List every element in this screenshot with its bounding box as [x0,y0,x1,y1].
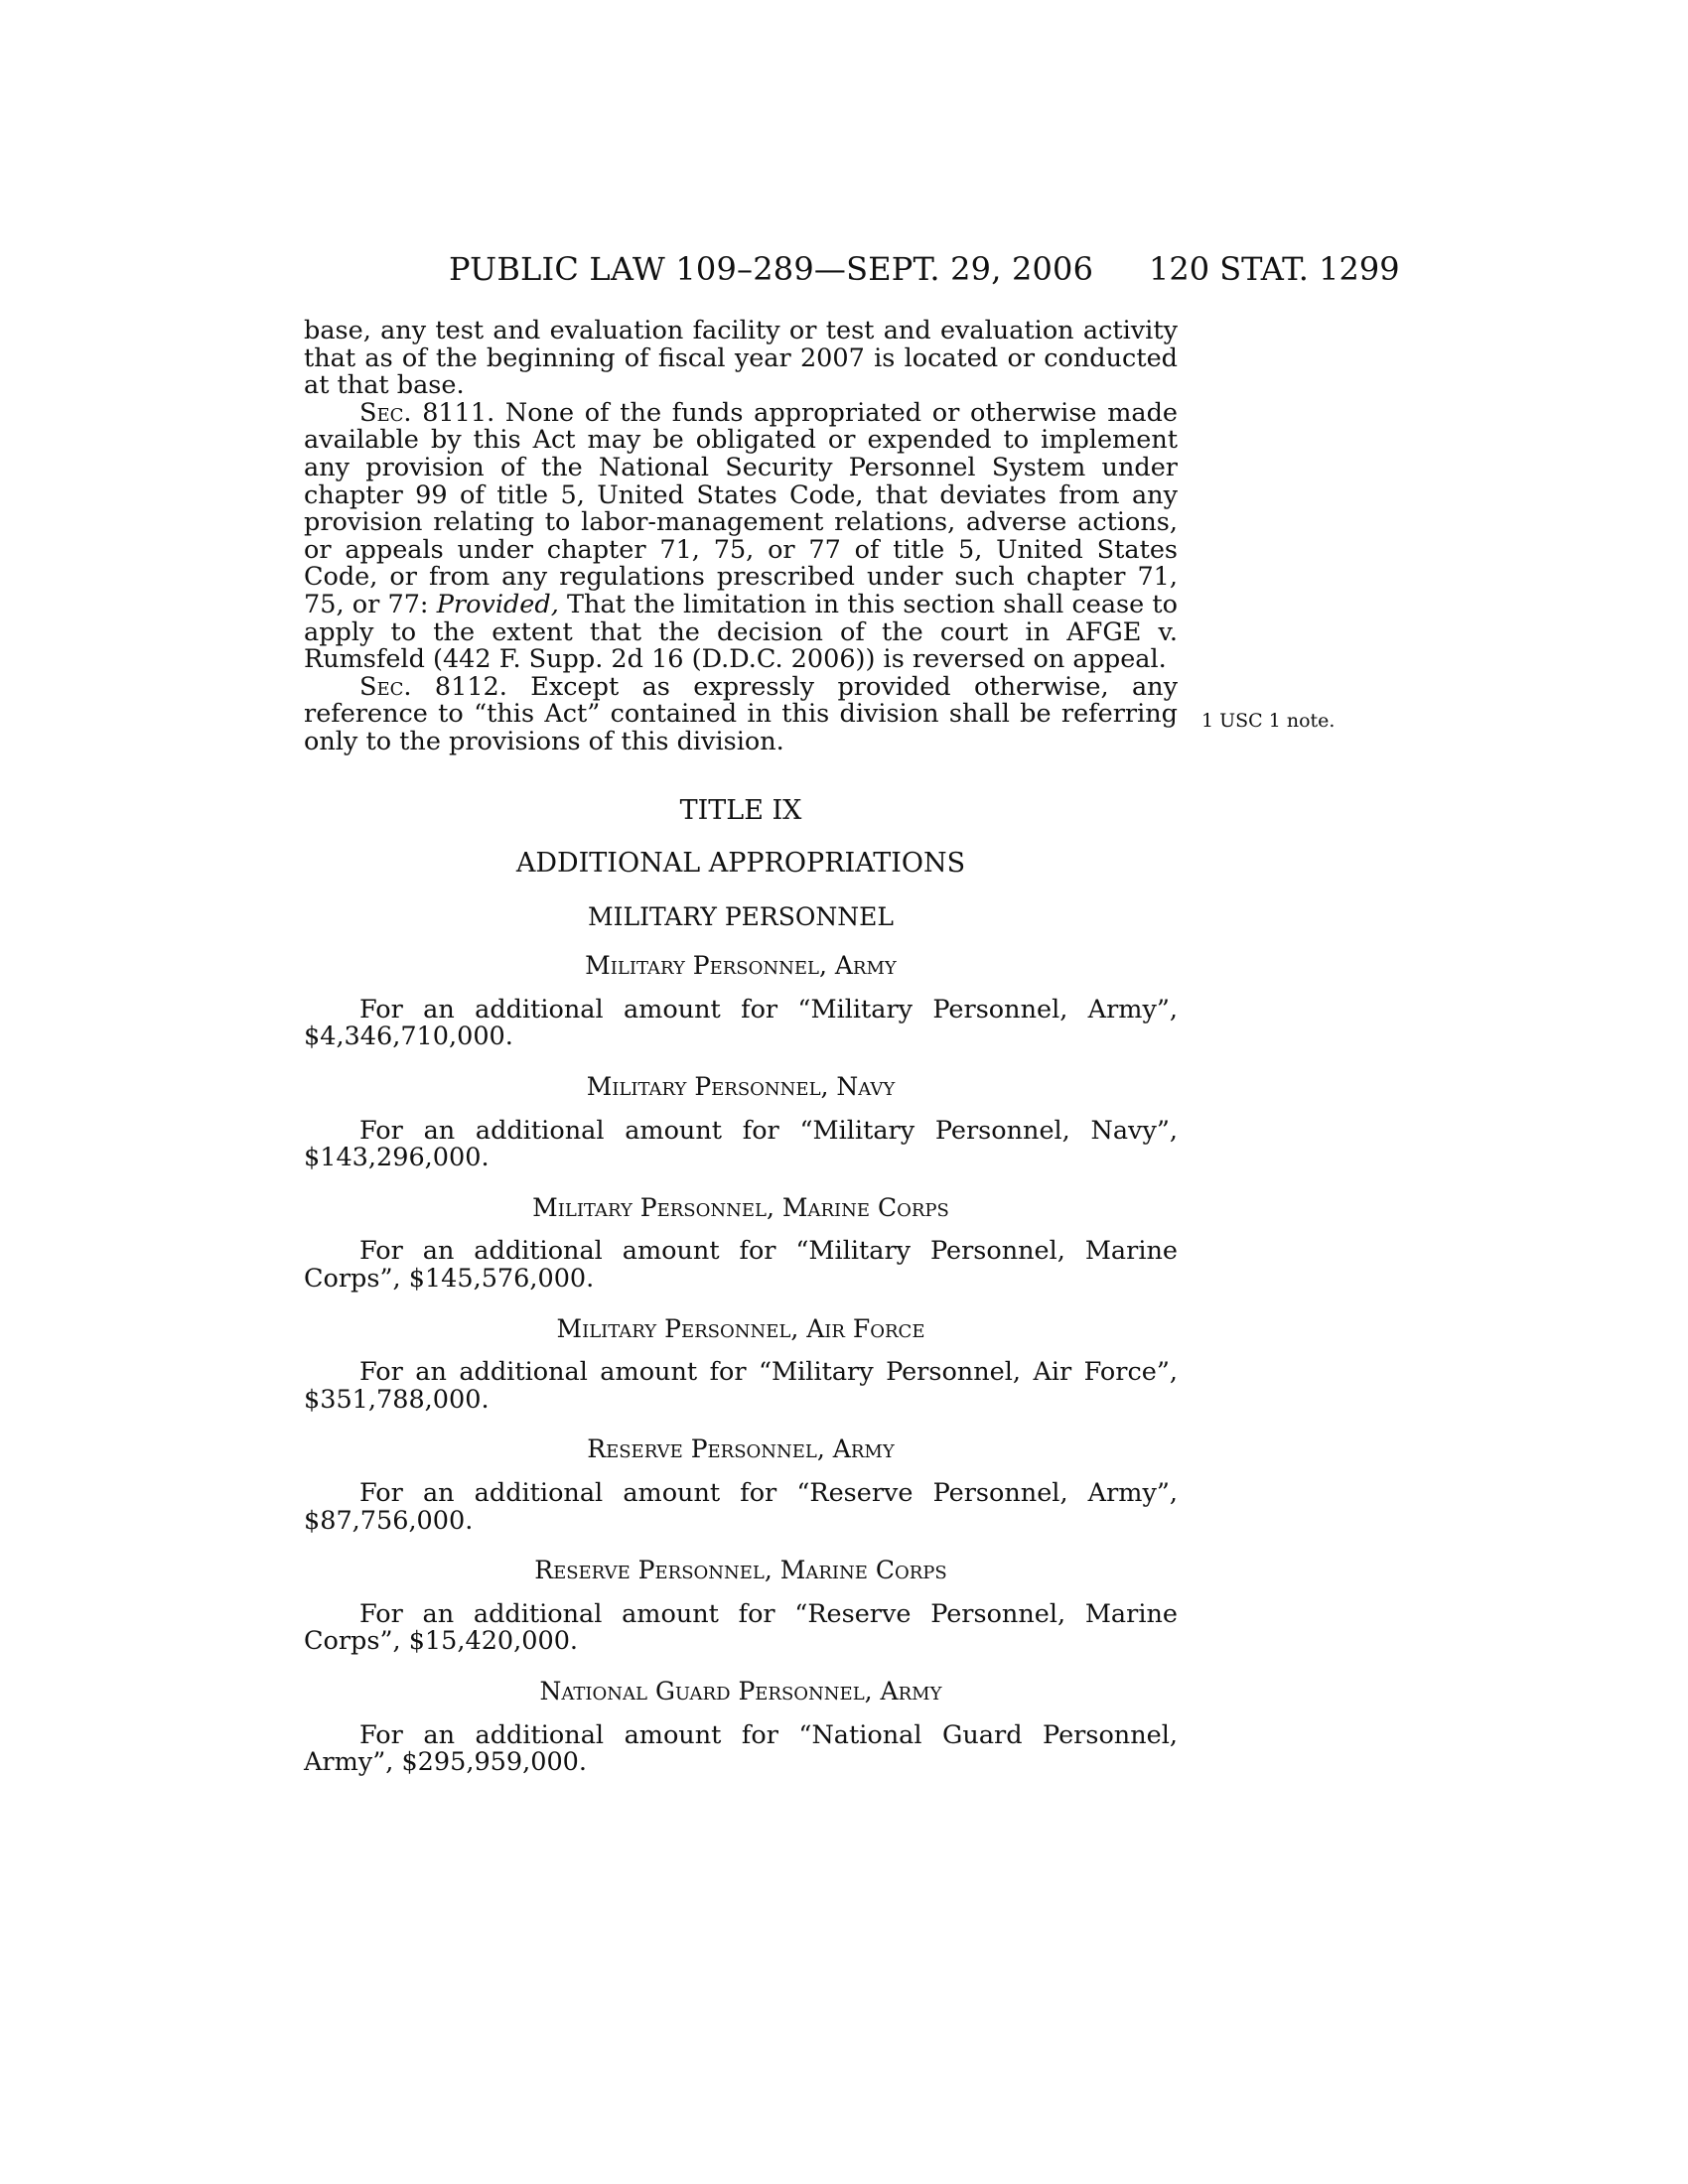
section-heading: Military Personnel, Air Force [556,1313,925,1343]
statute-page-number: 120 STAT. 1299 [1149,250,1400,288]
document-body [304,318,1178,1777]
margin-note: 1 USC 1 note. [1201,710,1336,732]
section-text: Except as expressly provided otherwise, any reference to “this Act” contained in this division shall be referring only to the provisions of this division. [304,671,1178,756]
continuation-paragraph: base, any test and evaluation facility or test and evaluation activity that as of the beginning of fiscal year 2007 is located or conducted at that base. [304,316,1178,401]
section-8112 [304,671,1178,756]
section-label: Sec. 8111. [359,397,495,428]
section-heading: Military Personnel, Marine Corps [532,1192,949,1222]
appropriation-paragraph: For an additional amount for “Reserve Personnel, Marine Corps”, $15,420,000. [304,1598,1178,1657]
category-heading: MILITARY PERSONNEL [588,901,894,931]
appropriation-paragraph: For an additional amount for “National Guard Personnel, Army”, $295,959,000. [304,1719,1178,1778]
appropriation-paragraph: For an additional amount for “Reserve Personnel, Army”, $87,756,000. [304,1478,1178,1536]
section-heading: Military Personnel, Army [585,951,897,981]
appropriation-paragraph: For an additional amount for “Military Personnel, Air Force”, $351,788,000. [304,1357,1178,1415]
appropriation-paragraph: For an additional amount for “Military Personnel, Army”, $4,346,710,000. [304,994,1178,1052]
section-text: None of the funds appropriated or otherwise made available by this Act may be obligated or expended to implement any provision of the National Security Personnel System under chapter 99 of title 5, United States Code, that deviates from any provision relating to labor-management relations, adverse actions, or appeals under chapter 71, 75, or 77 of title 5, United States Code, or from any regulations prescribed under such chapter 71, 75, or 77: [304,397,1179,619]
section-label: Sec. 8112. [359,671,507,702]
section-heading: Reserve Personnel, Army [587,1434,895,1464]
subtitle-heading: ADDITIONAL APPROPRIATIONS [515,848,966,880]
section-heading: Military Personnel, Navy [586,1072,896,1102]
appropriation-paragraph: For an additional amount for “Military Personnel, Navy”, $143,296,000. [304,1115,1178,1173]
provided-italic: Provided, [436,589,559,619]
title-heading: TITLE IX [679,794,802,826]
section-8111 [304,397,1179,675]
section-heading: Reserve Personnel, Marine Corps [534,1556,947,1585]
section-text: That the limitation in this section shall cease to apply to the extent that the decision of the court in AFGE v. Rumsfeld (442 F. Supp. 2d 16 (D.D.C. 2006)) is reversed on appeal. [304,589,1178,675]
section-heading: National Guard Personnel, Army [539,1676,942,1706]
page-header [0,250,1688,290]
appropriation-paragraph: For an additional amount for “Military Personnel, Marine Corps”, $145,576,000. [304,1236,1178,1295]
running-head: PUBLIC LAW 109–289—SEPT. 29, 2006 [449,250,1094,288]
